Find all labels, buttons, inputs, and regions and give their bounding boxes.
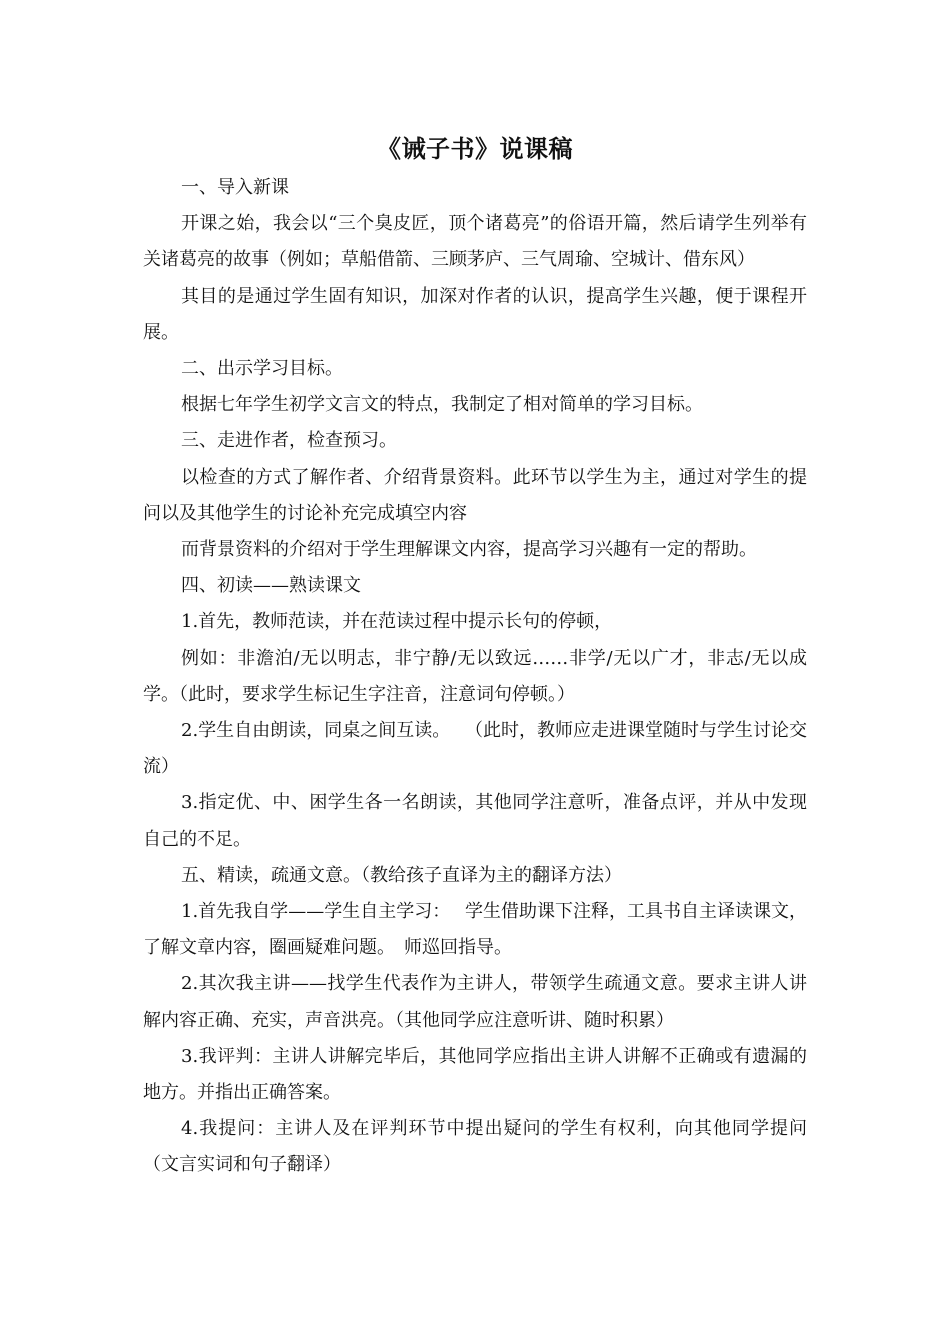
document-title: 《诫子书》说课稿 [377,135,573,163]
paragraph: 其目的是通过学生固有知识，加深对作者的认识，提高学生兴趣，便于课程开展。 [143,285,807,343]
document-body [143,170,807,1184]
paragraph: 根据七年学生初学文言文的特点，我制定了相对简单的学习目标。 [181,394,703,416]
paragraph: 而背景资料的介绍对于学生理解课文内容，提高学习兴趣有一定的帮助。 [181,539,757,561]
paragraph: 例如：非澹泊/无以明志，非宁静/无以致远……非学/无以广才，非志/无以成学。（此时，要求学生标记生字注音，注意词句停顿。） [143,647,807,705]
paragraph: 3.我评判：主讲人讲解完毕后，其他同学应指出主讲人讲解不正确或有遗漏的地方。并指出正确答案。 [143,1045,807,1104]
section-heading-reading: 四、初读——熟读课文 [181,575,361,597]
section-heading-intro: 一、导入新课 [181,177,289,198]
paragraph: 1.首先，教师范读，并在范读过程中提示长句的停顿， [181,611,613,633]
paragraph: 1.首先我自学——学生自主学习： 学生借助课下注释，工具书自主译读课文，了解文章内容，圈画疑难问题。 师巡回指导。 [143,901,807,959]
paragraph: 开课之始，我会以“三个臭皮匠，顶个诸葛亮”的俗语开篇，然后请学生列举有关诸葛亮的故事（例如；草船借箭、三顾茅庐、三气周瑜、空城计、借东风） [143,213,807,271]
paragraph: 以检查的方式了解作者、介绍背景资料。此环节以学生为主，通过对学生的提问以及其他学生的讨论补充完成填空内容 [143,466,807,524]
section-heading-goals: 二、出示学习目标。 [181,358,343,380]
paragraph: 4.我提问：主讲人及在评判环节中提出疑问的学生有权利，向其他同学提问（文言实词和句子翻译） [143,1118,807,1176]
paragraph: 3.指定优、中、困学生各一名朗读，其他同学注意听，准备点评，并从中发现自己的不足。 [143,792,807,850]
section-heading-close-reading: 五、精读，疏通文意。（教给孩子直译为主的翻译方法） [181,864,622,886]
paragraph: 2.其次我主讲——找学生代表作为主讲人，带领学生疏通文意。要求主讲人讲解内容正确、充实，声音洪亮。（其他同学应注意听讲、随时积累） [143,973,807,1031]
section-heading-author: 三、走进作者，检查预习。 [181,430,397,452]
paragraph: 2.学生自由朗读，同桌之间互读。 （此时，教师应走进课堂随时与学生讨论交流） [143,720,807,778]
